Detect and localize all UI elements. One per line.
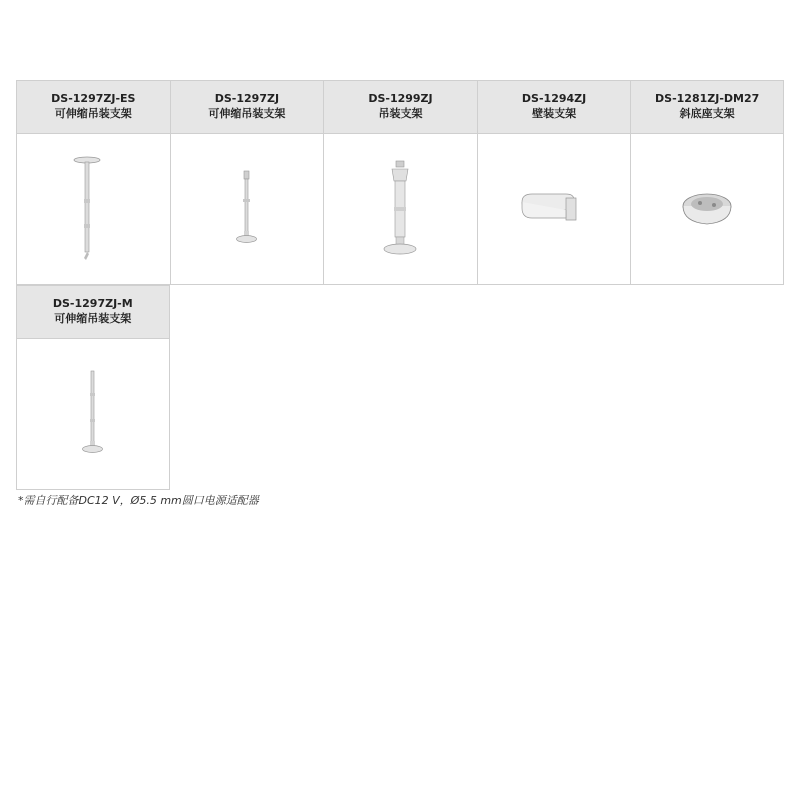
product-header	[17, 81, 170, 133]
table-row	[16, 80, 784, 133]
product-model: DS-1297ZJ-M	[52, 297, 133, 310]
product-model: DS-1297ZJ	[214, 92, 280, 105]
wall-mount-image	[478, 134, 631, 284]
accessory-table	[16, 80, 784, 490]
product-image-cell	[630, 133, 784, 285]
telescopic-pole-mount-image	[17, 134, 170, 284]
table-row	[16, 133, 784, 285]
product-cell	[170, 80, 324, 133]
product-image-cell	[16, 338, 170, 490]
inclined-base-mount-image	[631, 134, 783, 284]
product-cell	[16, 80, 170, 133]
product-header	[171, 81, 324, 133]
product-image-cell	[477, 133, 631, 285]
telescopic-pole-mount-image	[17, 339, 169, 489]
product-header	[17, 286, 169, 338]
product-image-cell	[323, 133, 477, 285]
table-row	[16, 285, 784, 338]
product-cell	[477, 80, 631, 133]
product-name: 吊装支架	[378, 107, 423, 120]
product-name: 壁装支架	[532, 107, 577, 120]
product-image-cell	[16, 133, 170, 285]
product-header	[324, 81, 477, 133]
product-name: 可伸缩吊装支架	[208, 107, 286, 120]
pendant-mount-image	[324, 134, 477, 284]
product-model: DS-1294ZJ	[521, 92, 587, 105]
product-model: DS-1299ZJ	[368, 92, 433, 105]
product-model: DS-1281ZJ-DM27	[655, 92, 760, 105]
product-cell	[323, 80, 477, 133]
product-name: 可伸缩吊装支架	[54, 312, 132, 325]
table-row	[16, 338, 784, 490]
product-cell	[630, 80, 784, 133]
telescopic-pole-mount-image	[171, 134, 324, 284]
product-name: 斜底座支架	[679, 107, 735, 120]
product-header	[478, 81, 631, 133]
product-cell	[16, 285, 170, 338]
product-model: DS-1297ZJ-ES	[51, 92, 136, 105]
product-image-cell	[170, 133, 324, 285]
footnote: *需自行配备DC12 V，Ø5.5 mm圆口电源适配器	[18, 494, 259, 507]
product-name: 可伸缩吊装支架	[54, 107, 132, 120]
product-header	[631, 81, 783, 133]
